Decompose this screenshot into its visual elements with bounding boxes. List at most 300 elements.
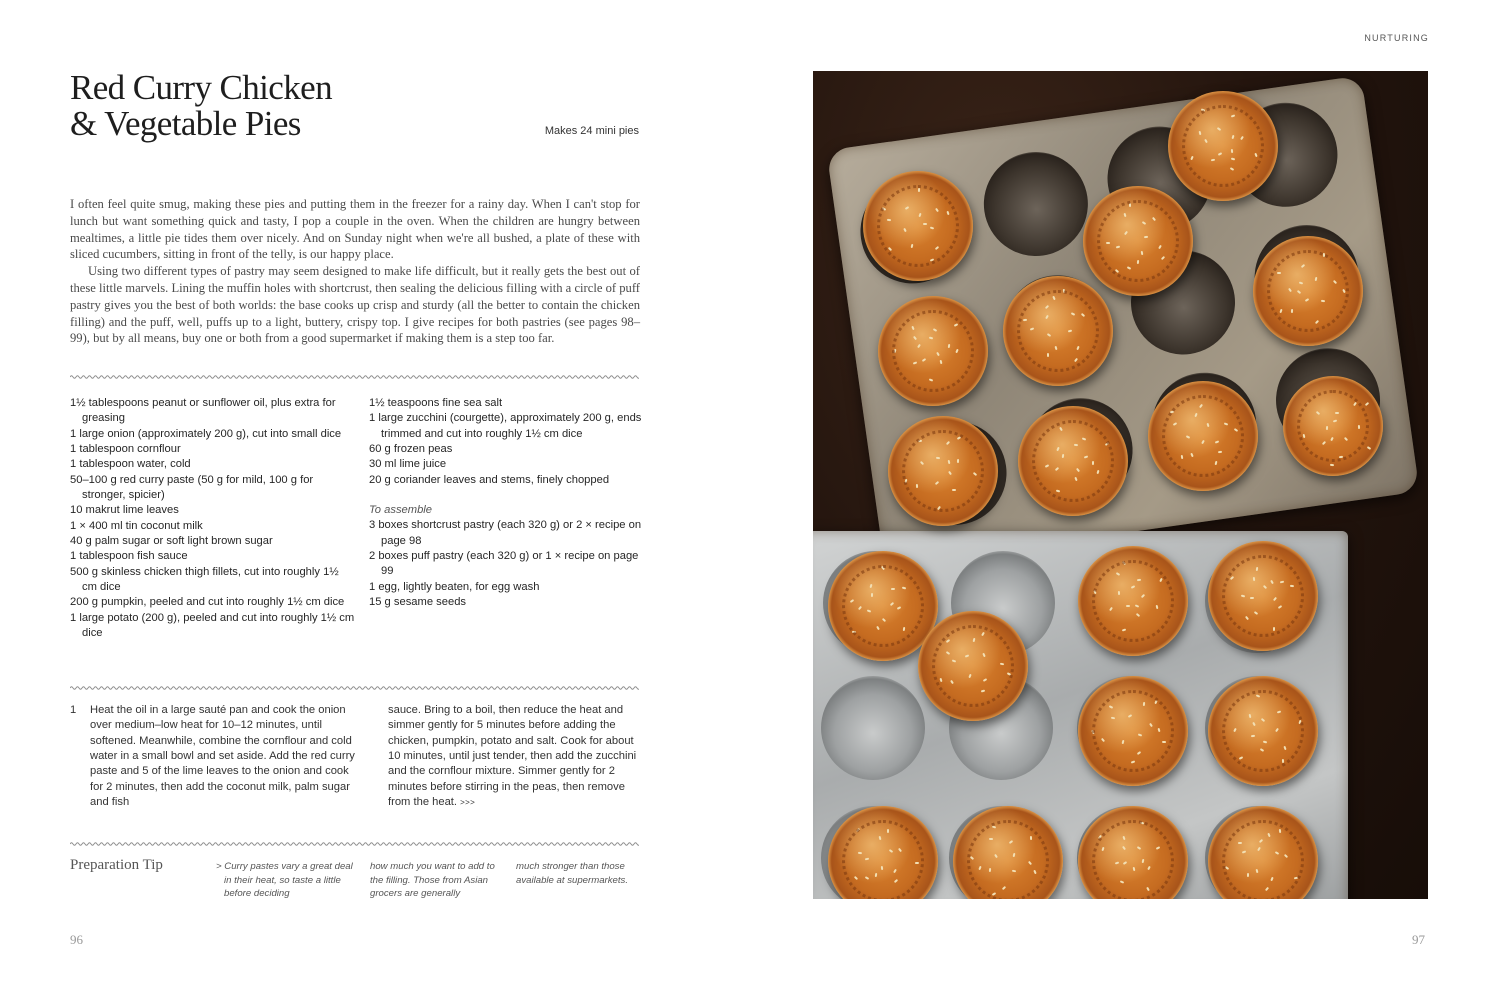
sesame-seed — [904, 228, 908, 232]
method-step-1-continued — [388, 703, 643, 810]
sesame-seed — [1133, 867, 1136, 871]
sesame-seed — [1231, 115, 1235, 118]
sesame-seed — [1216, 127, 1220, 131]
sesame-seed — [1081, 313, 1085, 317]
sesame-seed — [913, 336, 917, 340]
sesame-seed — [1140, 594, 1144, 598]
sesame-seed — [1137, 751, 1141, 755]
method-step-1 — [70, 703, 360, 810]
sesame-seed — [1006, 673, 1010, 677]
sesame-seed — [1141, 859, 1144, 863]
sesame-seed — [1353, 401, 1357, 405]
sesame-seed — [1074, 357, 1078, 361]
pie — [1148, 381, 1258, 491]
sesame-seed — [893, 869, 897, 873]
wavy-divider — [70, 840, 639, 848]
intro-paragraph-1: I often feel quite smug, making these pies and putting them in the freezer for a rainy day. When I can't stop for lunch but want something quick and tasty, I pop a couple in the oven. When the children are hungry between mealtimes, a little pie tides them over nicely. And on Sunday night when we're all bushed, a plate of these with sliced cucumbers, sitting in front of the telly, is our happy place. — [70, 197, 640, 262]
sesame-seed — [918, 439, 922, 442]
tin-cup — [821, 676, 925, 780]
sesame-seed — [1250, 597, 1254, 599]
sesame-seed — [1199, 131, 1202, 135]
sesame-seed — [905, 206, 909, 210]
sesame-seed — [1139, 822, 1143, 825]
sesame-seed — [1054, 346, 1057, 350]
sesame-seed — [904, 479, 907, 483]
sesame-seed — [1247, 873, 1249, 877]
ingredient-item: 1 large zucchini (courgette), approximately 200 g, ends trimmed and cut into roughly 1½ cm dice — [369, 412, 642, 440]
sesame-seed — [897, 607, 901, 611]
tip-text-column-2: how much you want to add to the filling. Those from Asian grocers are generally — [370, 861, 495, 900]
sesame-seed — [930, 227, 934, 230]
sesame-seed — [1206, 423, 1209, 427]
sesame-seed — [1250, 735, 1254, 738]
sesame-seed — [876, 625, 880, 629]
sesame-seed — [1002, 886, 1006, 890]
sesame-seed — [882, 208, 886, 211]
assemble-item: 15 g sesame seeds — [369, 596, 467, 609]
sesame-seed — [952, 660, 956, 663]
sesame-seed — [916, 484, 918, 488]
sesame-seed — [1096, 470, 1099, 474]
sesame-seed — [1224, 423, 1228, 426]
sesame-seed — [953, 323, 957, 327]
sesame-seed — [1092, 461, 1094, 465]
sesame-seed — [1333, 420, 1337, 423]
sesame-seed — [1284, 854, 1288, 858]
sesame-seed — [972, 638, 975, 642]
sesame-seed — [1245, 616, 1249, 620]
sesame-seed — [934, 481, 938, 485]
sesame-seed — [947, 211, 950, 215]
sesame-seed — [1202, 440, 1206, 444]
sesame-seed — [1068, 329, 1072, 332]
sesame-seed — [928, 337, 932, 340]
assemble-item: 1 egg, lightly beaten, for egg wash — [369, 580, 540, 593]
sesame-seed — [1131, 585, 1135, 588]
sesame-seed — [920, 461, 924, 465]
sesame-seed — [1115, 269, 1119, 273]
sesame-seed — [981, 632, 985, 636]
pie — [878, 296, 988, 406]
sesame-seed — [1142, 221, 1146, 225]
page-number-right: 97 — [1412, 932, 1425, 947]
sesame-seed — [1240, 136, 1244, 140]
pie — [1208, 676, 1318, 786]
sesame-seed — [1273, 627, 1275, 631]
sesame-seed — [902, 627, 905, 631]
sesame-seed — [1170, 410, 1174, 413]
sesame-seed — [1074, 443, 1078, 445]
sesame-seed — [1122, 845, 1126, 849]
sesame-seed — [875, 873, 878, 877]
sesame-seed — [1305, 298, 1309, 302]
sesame-seed — [917, 344, 921, 348]
sesame-seed — [1137, 260, 1139, 264]
recipe-title — [70, 70, 430, 142]
sesame-seed — [1242, 851, 1246, 854]
step-number: 1 — [70, 704, 77, 716]
sesame-seed — [1076, 346, 1079, 350]
sesame-seed — [912, 326, 915, 330]
recipe-intro — [70, 196, 640, 347]
sesame-seed — [955, 349, 959, 353]
sesame-seed — [1253, 577, 1255, 581]
sesame-seed — [891, 588, 895, 590]
sesame-seed — [1013, 853, 1016, 857]
sesame-seed — [968, 674, 971, 678]
sesame-seed — [1231, 135, 1234, 139]
sesame-seed — [1366, 446, 1370, 450]
sesame-seed — [1330, 463, 1334, 466]
sesame-seed — [1263, 740, 1267, 743]
step-text: Heat the oil in a large sauté pan and cook the onion over medium–low heat for 10–12 minutes, until softened. Meanwhile, combine the cornflour and cold water in a small bowl and set aside. Add the red curry paste and 5 of the lime leaves to the onion and cook for 2 minutes, then add the coconut milk, palm sugar and fish — [90, 704, 355, 809]
sesame-seed — [1291, 308, 1293, 312]
sesame-seed — [1126, 605, 1130, 607]
sesame-seed — [1190, 156, 1194, 160]
sesame-seed — [919, 212, 922, 216]
sesame-seed — [934, 246, 938, 250]
sesame-seed — [1279, 829, 1281, 833]
sesame-seed — [1255, 869, 1258, 873]
sesame-seed — [1047, 333, 1051, 337]
sesame-seed — [1315, 411, 1319, 415]
sesame-seed — [1030, 836, 1032, 840]
sesame-seed — [1104, 442, 1108, 446]
sesame-seed — [1056, 490, 1060, 493]
sesame-seed — [1091, 730, 1095, 734]
sesame-seed — [1296, 290, 1300, 294]
sesame-seed — [911, 243, 914, 247]
sesame-seed — [1238, 842, 1242, 844]
sesame-seed — [983, 653, 987, 657]
sesame-seed — [1124, 231, 1128, 235]
sesame-seed — [1229, 167, 1233, 171]
sesame-seed — [939, 678, 942, 682]
sesame-seed — [880, 866, 882, 870]
ingredient-item: 1 tablespoon water, cold — [70, 458, 191, 471]
sesame-seed — [1141, 251, 1144, 255]
sesame-seed — [1315, 320, 1319, 324]
sesame-seed — [989, 868, 991, 872]
tip-text: > Curry pastes vary a great deal in their heat, so taste a little before deciding — [216, 861, 353, 900]
ingredients-column-2 — [369, 396, 644, 610]
sesame-seed — [1111, 717, 1115, 720]
sesame-seed — [1344, 436, 1348, 440]
sesame-seed — [879, 836, 882, 840]
sesame-seed — [1136, 613, 1140, 617]
sesame-seed — [1231, 149, 1233, 153]
sesame-seed — [1045, 305, 1049, 309]
sesame-seed — [1146, 887, 1150, 891]
sesame-seed — [865, 876, 869, 880]
sesame-seed — [1106, 241, 1110, 243]
sesame-seed — [1028, 860, 1032, 864]
tip-text-column-1 — [216, 860, 356, 901]
sesame-seed — [1339, 455, 1343, 458]
sesame-seed — [979, 865, 982, 869]
sesame-seed — [865, 858, 869, 861]
sesame-seed — [1218, 451, 1222, 453]
sesame-seed — [1225, 866, 1229, 870]
sesame-seed — [1233, 728, 1237, 732]
sesame-seed — [1217, 152, 1221, 156]
sesame-seed — [1234, 428, 1238, 432]
pie — [918, 611, 1028, 721]
ingredient-item: 1 tablespoon fish sauce — [70, 550, 188, 563]
pie — [1283, 376, 1383, 476]
recipe-title-line-1: Red Curry Chicken — [70, 68, 332, 107]
sesame-seed — [1342, 289, 1346, 293]
sesame-seed — [939, 360, 942, 364]
sesame-seed — [957, 436, 961, 440]
sesame-seed — [1109, 607, 1113, 611]
sesame-seed — [1263, 585, 1267, 589]
continued-marker: >>> — [460, 798, 476, 808]
sesame-seed — [854, 876, 858, 880]
sesame-seed — [1211, 158, 1215, 161]
wave-path — [70, 687, 639, 690]
sesame-seed — [981, 689, 985, 692]
sesame-seed — [1071, 312, 1075, 316]
assemble-item: 2 boxes puff pastry (each 320 g) or 1 × recipe on page 99 — [369, 550, 639, 578]
wave-path — [70, 376, 639, 379]
sesame-seed — [1084, 455, 1088, 458]
page-number-left: 96 — [70, 932, 83, 947]
sesame-seed — [1254, 611, 1258, 615]
sesame-seed — [1130, 760, 1134, 763]
sesame-seed — [970, 856, 974, 860]
sesame-seed — [858, 606, 862, 610]
sesame-seed — [886, 829, 888, 833]
step-text-part: sauce. Bring to a boil, then reduce the heat and simmer gently for 5 minutes before adding the chicken, pumpkin, potato and salt. Cook for about 10 minutes, until just tender, then add the zucchini and the cornflour mixture. Simmer gently for 2 minutes before stirring in the peas, then remove from the heat. — [388, 704, 637, 809]
sesame-seed — [888, 849, 892, 853]
sesame-seed — [1012, 870, 1016, 873]
sesame-seed — [1123, 836, 1126, 840]
sesame-seed — [1135, 604, 1139, 607]
wave-path — [70, 843, 639, 846]
sesame-seed — [1053, 296, 1057, 300]
sesame-seed — [1126, 266, 1130, 270]
recipe-photo — [813, 71, 1428, 899]
sesame-seed — [1302, 434, 1305, 438]
sesame-seed — [1147, 865, 1151, 869]
sesame-seed — [1122, 740, 1125, 744]
sesame-seed — [1321, 300, 1325, 303]
sesame-seed — [1255, 153, 1258, 157]
ingredient-item: 1 large onion (approximately 200 g), cut into small dice — [70, 427, 342, 440]
sesame-seed — [1276, 710, 1280, 713]
sesame-seed — [936, 352, 940, 356]
section-label: NURTURING — [1364, 33, 1429, 43]
sesame-seed — [1191, 453, 1195, 457]
wavy-divider — [70, 373, 639, 381]
sesame-seed — [935, 457, 939, 460]
sesame-seed — [1323, 253, 1325, 257]
ingredient-item: 40 g palm sugar or soft light brown sugar — [70, 535, 273, 548]
sesame-seed — [887, 219, 891, 222]
sesame-seed — [1215, 461, 1218, 465]
sesame-seed — [1241, 595, 1245, 598]
ingredient-item: 10 makrut lime leaves — [70, 504, 179, 517]
sesame-seed — [1301, 264, 1305, 268]
sesame-seed — [1283, 746, 1286, 750]
sesame-seed — [1076, 467, 1080, 471]
pie — [1078, 546, 1188, 656]
wavy-divider — [70, 684, 639, 692]
sesame-seed — [965, 655, 969, 658]
sesame-seed — [1144, 235, 1148, 237]
sesame-seed — [983, 678, 987, 682]
sesame-seed — [1082, 438, 1086, 441]
sesame-seed — [1270, 877, 1273, 881]
assemble-item: 3 boxes shortcrust pastry (each 320 g) or 2 × recipe on page 98 — [369, 519, 642, 547]
pie — [1168, 91, 1278, 201]
sesame-seed — [1114, 862, 1118, 865]
sesame-seed — [1278, 605, 1282, 609]
intro-paragraph-2: Using two different types of pastry may seem designed to make life difficult, but it really gets the best out of these little marvels. Lining the muffin holes with shortcrust, then sealing the delicious filling with a circle of puff pastry gives you the best of both worlds: the base cooks up crisp and sturdy (all the better to contain the chicken filling) and the puff, well, puffs up to a light, buttery, crispy top. I give recipes for both pastries (see pages 98–99), but by all means, buy one or both from a good supermarket if making them is a step too far. — [70, 264, 640, 346]
assemble-heading: To assemble — [369, 504, 433, 517]
step-text — [388, 703, 643, 810]
sesame-seed — [1275, 851, 1279, 855]
pie — [1003, 276, 1113, 386]
sesame-seed — [1194, 413, 1197, 417]
sesame-seed — [1268, 833, 1271, 837]
sesame-seed — [869, 584, 872, 588]
sesame-seed — [890, 602, 894, 606]
pie — [863, 171, 973, 281]
sesame-seed — [1109, 706, 1113, 710]
ingredient-item: 50–100 g red curry paste (50 g for mild, 100 g for stronger, spicier) — [70, 473, 314, 502]
sesame-seed — [1270, 580, 1274, 584]
sesame-seed — [1180, 455, 1183, 459]
sesame-seed — [1365, 402, 1369, 406]
sesame-seed — [922, 358, 926, 362]
ingredient-item: 30 ml lime juice — [369, 458, 447, 471]
ingredient-item: 1½ tablespoons peanut or sunflower oil, plus extra for greasing — [70, 397, 336, 425]
sesame-seed — [1330, 437, 1334, 441]
sesame-seed — [1358, 425, 1360, 429]
sesame-seed — [882, 618, 886, 622]
sesame-seed — [1059, 427, 1063, 431]
sesame-seed — [972, 472, 976, 476]
sesame-seed — [952, 489, 956, 491]
tin-cup — [977, 145, 1094, 262]
ingredient-item: 1 × 400 ml tin coconut milk — [70, 519, 203, 532]
sesame-seed — [1158, 245, 1162, 249]
sesame-seed — [1055, 466, 1059, 470]
sesame-seed — [1249, 713, 1252, 717]
pie — [1083, 186, 1193, 296]
sesame-seed — [1143, 702, 1145, 706]
sesame-seed — [937, 506, 941, 510]
sesame-seed — [1280, 581, 1284, 584]
sesame-seed — [989, 837, 993, 839]
sesame-seed — [915, 862, 919, 864]
tip-label: Preparation Tip — [70, 857, 163, 873]
sesame-seed — [858, 852, 862, 854]
sesame-seed — [1279, 309, 1282, 313]
sesame-seed — [948, 460, 951, 464]
sesame-seed — [1129, 203, 1131, 207]
ingredient-item: 1½ teaspoons fine sea salt — [369, 397, 503, 409]
sesame-seed — [1122, 561, 1126, 565]
sesame-seed — [867, 610, 871, 613]
sesame-seed — [1277, 272, 1281, 274]
ingredient-item: 20 g coriander leaves and stems, finely chopped — [369, 473, 610, 486]
ingredient-item: 1 tablespoon cornflour — [70, 443, 181, 456]
sesame-seed — [1288, 288, 1292, 292]
sesame-seed — [1047, 352, 1049, 356]
sesame-seed — [995, 854, 999, 858]
sesame-seed — [1326, 426, 1328, 430]
sesame-seed — [1000, 663, 1004, 666]
sesame-seed — [1062, 454, 1065, 458]
sesame-seed — [1259, 748, 1263, 752]
pie — [888, 416, 998, 526]
sesame-seed — [1009, 840, 1013, 844]
sesame-seed — [946, 639, 950, 643]
sesame-seed — [936, 207, 940, 211]
sesame-seed — [1120, 880, 1124, 883]
sesame-seed — [1231, 158, 1235, 161]
ingredient-item: 60 g frozen peas — [369, 443, 453, 456]
sesame-seed — [888, 247, 892, 251]
sesame-seed — [1256, 695, 1260, 698]
sesame-seed — [930, 258, 934, 261]
sesame-seed — [929, 378, 933, 381]
sesame-seed — [1239, 756, 1243, 759]
sesame-seed — [1161, 256, 1165, 260]
sesame-seed — [1098, 834, 1102, 838]
sesame-seed — [1173, 422, 1177, 426]
sesame-seed — [950, 680, 954, 684]
sesame-seed — [933, 328, 937, 332]
pie — [1208, 541, 1318, 651]
ingredient-item: 200 g pumpkin, peeled and cut into roughly 1½ cm dice — [70, 596, 345, 609]
ingredient-item: 1 large potato (200 g), peeled and cut into roughly 1½ cm dice — [70, 611, 355, 640]
sesame-seed — [1154, 700, 1157, 704]
ingredient-item: 500 g skinless chicken thigh fillets, cut into roughly 1½ cm dice — [70, 565, 339, 594]
sesame-seed — [1299, 282, 1303, 285]
sesame-seed — [1155, 846, 1159, 849]
sesame-seed — [850, 599, 854, 603]
sesame-seed — [898, 847, 902, 851]
sesame-seed — [1123, 213, 1126, 217]
sesame-seed — [1101, 738, 1105, 742]
sesame-seed — [1063, 289, 1066, 293]
sesame-seed — [894, 879, 898, 883]
sesame-seed — [1056, 447, 1060, 451]
sesame-seed — [1030, 328, 1034, 331]
tip-text-column-3: much stronger than those available at supermarkets. — [516, 861, 628, 886]
sesame-seed — [948, 471, 952, 475]
sesame-seed — [1116, 572, 1120, 576]
sesame-seed — [912, 361, 916, 364]
sesame-seed — [1074, 476, 1077, 480]
sesame-seed — [1157, 728, 1160, 732]
sesame-seed — [1152, 217, 1156, 221]
sesame-seed — [871, 593, 873, 597]
sesame-seed — [918, 188, 920, 192]
sesame-seed — [1201, 108, 1205, 111]
sesame-seed — [1257, 847, 1261, 851]
sesame-seed — [1033, 870, 1037, 874]
sesame-seed — [946, 441, 950, 445]
pie — [1253, 236, 1363, 346]
sesame-seed — [1230, 576, 1234, 580]
sesame-seed — [1118, 591, 1120, 595]
sesame-seed — [1023, 319, 1027, 321]
